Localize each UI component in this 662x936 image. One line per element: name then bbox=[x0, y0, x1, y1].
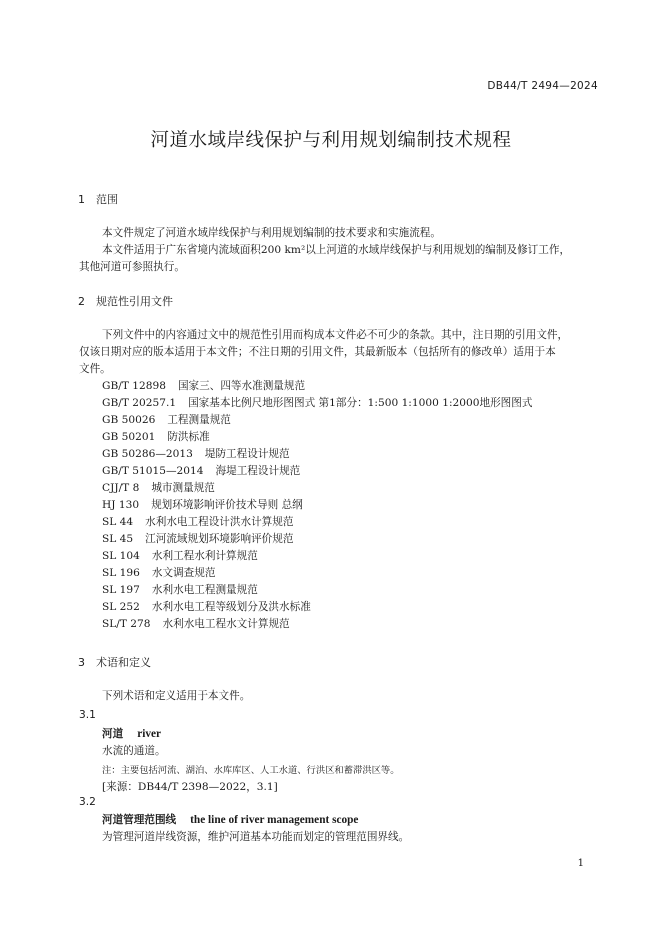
reference-code: HJ 130 bbox=[102, 499, 140, 511]
reference-code: CJJ/T 8 bbox=[102, 482, 140, 494]
reference-code: GB 50286—2013 bbox=[102, 448, 193, 460]
reference-title: 水文调查规范 bbox=[151, 567, 216, 579]
reference-code: SL 104 bbox=[102, 550, 140, 562]
reference-code: SL 44 bbox=[102, 516, 134, 528]
reference-title: 国家基本比例尺地形图图式 第1部分：1:500 1:1000 1:2000地形图图式 bbox=[188, 397, 533, 409]
reference-item bbox=[102, 514, 293, 529]
term-number: 3.2 bbox=[79, 796, 96, 808]
reference-code: SL 196 bbox=[102, 567, 140, 579]
reference-title: 城市测量规范 bbox=[151, 482, 215, 494]
document-title: 河道水域岸线保护与利用规划编制技术规程 bbox=[150, 130, 512, 151]
reference-item bbox=[102, 531, 293, 546]
paragraph: 本文件规定了河道水域岸线保护与利用规划编制的技术要求和实施流程。 bbox=[102, 227, 441, 239]
section-title: 范围 bbox=[96, 193, 118, 206]
reference-code: SL 252 bbox=[102, 601, 140, 613]
section-number: 2 bbox=[78, 295, 85, 308]
term-definition: 为管理河道岸线资源，维护河道基本功能而划定的管理范围界线。 bbox=[102, 831, 410, 843]
reference-title: 工程测量规范 bbox=[167, 414, 231, 426]
paragraph: 本文件适用于广东省境内流域面积200 km²以上河道的水域岸线保护与利用规划的编制及修订工作， bbox=[102, 244, 571, 256]
reference-title: 规划环境影响评价技术导则 总纲 bbox=[151, 499, 303, 511]
reference-item bbox=[102, 463, 300, 478]
reference-title: 水利水电工程测量规范 bbox=[151, 584, 258, 596]
reference-item bbox=[102, 395, 532, 410]
term-en: the line of river management scope bbox=[190, 814, 359, 826]
reference-item bbox=[102, 378, 305, 393]
page-number: 1 bbox=[577, 858, 584, 869]
reference-item bbox=[102, 446, 290, 461]
reference-title: 水利工程水利计算规范 bbox=[151, 550, 258, 562]
reference-code: SL/T 278 bbox=[102, 618, 151, 630]
reference-code: GB 50026 bbox=[102, 414, 156, 426]
reference-item bbox=[102, 599, 311, 614]
paragraph: 下列文件中的内容通过文中的规范性引用而构成本文件必不可少的条款。其中，注日期的引用文件， bbox=[102, 329, 569, 341]
reference-code: GB/T 51015—2014 bbox=[102, 465, 204, 477]
term-zh: 河道 bbox=[102, 728, 124, 740]
reference-title: 水利水电工程等级划分及洪水标准 bbox=[151, 601, 311, 613]
term-number: 3.1 bbox=[79, 709, 96, 721]
section-number: 3 bbox=[78, 656, 85, 669]
reference-item bbox=[102, 497, 303, 512]
reference-title: 水利水电工程设计洪水计算规范 bbox=[145, 516, 294, 528]
standard-code: DB44/T 2494—2024 bbox=[487, 80, 598, 92]
reference-item bbox=[102, 548, 258, 563]
paragraph: 下列术语和定义适用于本文件。 bbox=[102, 690, 251, 702]
section-number: 1 bbox=[78, 193, 85, 206]
reference-item bbox=[102, 582, 258, 597]
term-source: [来源：DB44/T 2398—2022，3.1] bbox=[102, 781, 278, 793]
paragraph-continuation: 仅该日期对应的版本适用于本文件；不注日期的引用文件，其最新版本（包括所有的修改单）适用于本 bbox=[79, 346, 556, 358]
reference-item bbox=[102, 429, 210, 444]
term-en: river bbox=[137, 728, 162, 740]
reference-title: 国家三、四等水准测量规范 bbox=[177, 380, 306, 392]
reference-title: 江河流域规划环境影响评价规范 bbox=[145, 533, 294, 545]
reference-code: SL 45 bbox=[102, 533, 134, 545]
paragraph-continuation: 文件。 bbox=[79, 363, 111, 375]
reference-code: GB/T 20257.1 bbox=[102, 397, 177, 409]
reference-title: 海堤工程设计规范 bbox=[215, 465, 301, 477]
reference-item bbox=[102, 412, 231, 427]
reference-title: 堤防工程设计规范 bbox=[204, 448, 290, 460]
term-definition: 水流的通道。 bbox=[102, 745, 166, 757]
reference-title: 防洪标准 bbox=[167, 431, 210, 443]
reference-title: 水利水电工程水文计算规范 bbox=[162, 618, 290, 630]
section-title: 规范性引用文件 bbox=[96, 295, 173, 308]
term-heading bbox=[102, 812, 358, 827]
reference-code: GB 50201 bbox=[102, 431, 156, 443]
reference-code: GB/T 12898 bbox=[102, 380, 166, 392]
paragraph-continuation: 其他河道可参照执行。 bbox=[79, 261, 185, 273]
section-1-heading bbox=[78, 191, 118, 207]
section-title: 术语和定义 bbox=[96, 656, 151, 669]
term-note: 注：主要包括河流、湖泊、水库库区、人工水道、行洪区和蓄滞洪区等。 bbox=[102, 765, 400, 776]
reference-code: SL 197 bbox=[102, 584, 140, 596]
term-heading bbox=[102, 726, 161, 741]
term-zh: 河道管理范围线 bbox=[102, 814, 177, 826]
section-3-heading bbox=[78, 654, 151, 670]
reference-item bbox=[102, 565, 215, 580]
section-2-heading bbox=[78, 293, 173, 309]
reference-item bbox=[102, 480, 215, 495]
reference-item bbox=[102, 616, 290, 631]
